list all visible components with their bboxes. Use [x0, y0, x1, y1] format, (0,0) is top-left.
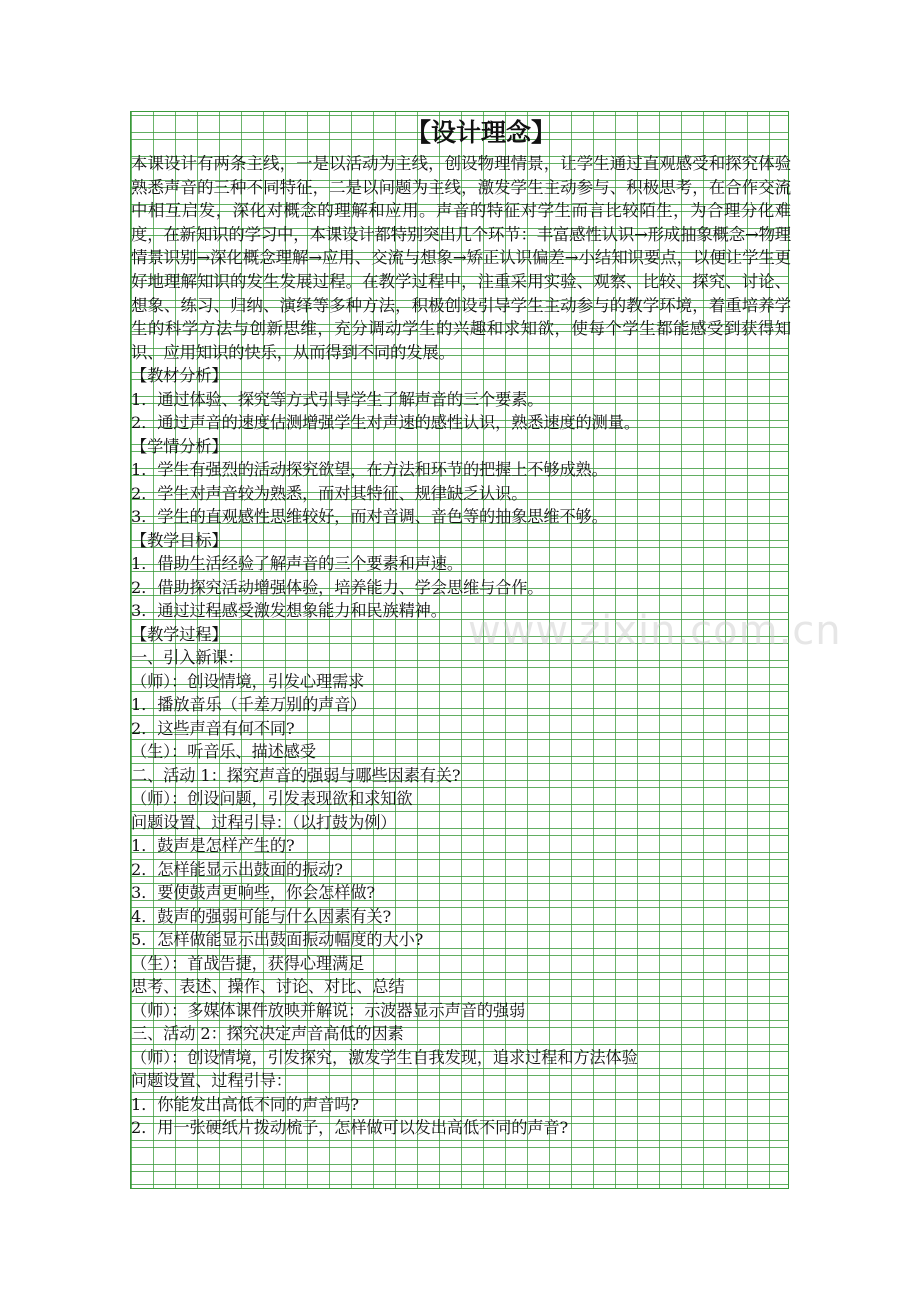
watermark: www.zixin.com.cn — [468, 608, 842, 654]
page-title: 【设计理念】 — [405, 118, 556, 147]
list-item: 2．学生对声音较为熟悉，而对其特征、规律缺乏认识。 — [131, 483, 528, 503]
list-item: 3．通过过程感受激发想象能力和民族精神。 — [131, 601, 447, 621]
section-heading: 【教材分析】 — [131, 366, 228, 386]
list-item: 1．借助生活经验了解声音的三个要素和声速。 — [131, 554, 463, 574]
list-item: 2．怎样能显示出鼓面的振动? — [131, 859, 343, 879]
list-item: 1．通过体验、探究等方式引导学生了解声音的三个要素。 — [131, 389, 544, 409]
list-item: 1．播放音乐（千差万别的声音） — [131, 695, 367, 715]
text-line: （师）：多媒体课件放映并解说：示波器显示声音的强弱 — [131, 1000, 526, 1020]
section-heading: 【教学过程】 — [131, 624, 228, 644]
list-item: 1．学生有强烈的活动探究欲望，在方法和环节的把握上不够成熟。 — [131, 460, 608, 480]
text-line: （生）：听音乐、描述感受 — [131, 742, 316, 762]
list-item: 4．鼓声的强弱可能与什么因素有关? — [131, 906, 392, 926]
list-item: 1．鼓声是怎样产生的? — [131, 836, 295, 856]
subsection-heading: 二、活动 1：探究声音的强弱与哪些因素有关? — [131, 765, 461, 785]
document-body — [131, 114, 791, 1140]
text-line: （师）：创设问题，引发表现欲和求知欲 — [131, 789, 413, 809]
section-heading: 【教学目标】 — [131, 530, 228, 550]
list-item: 2．用一张硬纸片拨动梳子，怎样做可以发出高低不同的声音? — [131, 1118, 569, 1138]
text-line: （生）：首战告捷，获得心理满足 — [131, 953, 365, 973]
list-item: 2．借助探究活动增强体验，培养能力、学会思维与合作。 — [131, 577, 544, 597]
text-line: （师）：创设情境，引发心理需求 — [131, 671, 365, 691]
subsection-heading: 一、引入新课： — [131, 648, 244, 668]
text-line: （师）：创设情境，引发探究，激发学生自我发现，追求过程和方法体验 — [131, 1047, 638, 1067]
text-line: 思考、表述、操作、讨论、对比、总结 — [131, 977, 405, 997]
text-line: 问题设置、过程引导： — [131, 1071, 292, 1091]
subsection-heading: 三、活动 2：探究决定声音高低的因素 — [131, 1024, 404, 1044]
text-line: 问题设置、过程引导：（以打鼓为例） — [131, 812, 397, 832]
list-item: 2．通过声音的速度估测增强学生对声速的感性认识，熟悉速度的测量。 — [131, 413, 640, 433]
intro-paragraph: 本课设计有两条主线，一是以活动为主线，创设物理情景，让学生通过直观感受和探究体验熟悉声音的三种不同特征，二是以问题为主线，激发学生主动参与、积极思考，在合作交流中相互启发，深化对概念的理解和应用。声音的特征对学生而言比较陌生，为合理分化难度，在新知识的学习中，本课设计都特别突出几个环节：丰富感性认识→形成抽象概念→物理情景识别→深化概念理解→应用、交流与想象→矫正认识偏差→小结知识要点，以便让学生更好地理解知识的发生发展过程。在教学过程中，注重采用实验、观察、比较、探究、讨论、想象、练习、归纳、演绎等多种方法，积极创设引导学生主动参与的教学环境，着重培养学生的科学方法与创新思维，充分调动学生的兴趣和求知欲，使每个学生都能感受到获得知识、应用知识的快乐，从而得到不同的发展。 — [131, 154, 791, 362]
list-item: 5．怎样做能显示出鼓面振动幅度的大小? — [131, 930, 424, 950]
list-item: 2．这些声音有何不同? — [131, 718, 295, 738]
list-item: 3．学生的直观感性思维较好，而对音调、音色等的抽象思维不够。 — [131, 507, 608, 527]
list-item: 1．你能发出高低不同的声音吗? — [131, 1094, 359, 1114]
list-item: 3．要使鼓声更响些，你会怎样做? — [131, 883, 376, 903]
section-heading: 【学情分析】 — [131, 436, 228, 456]
